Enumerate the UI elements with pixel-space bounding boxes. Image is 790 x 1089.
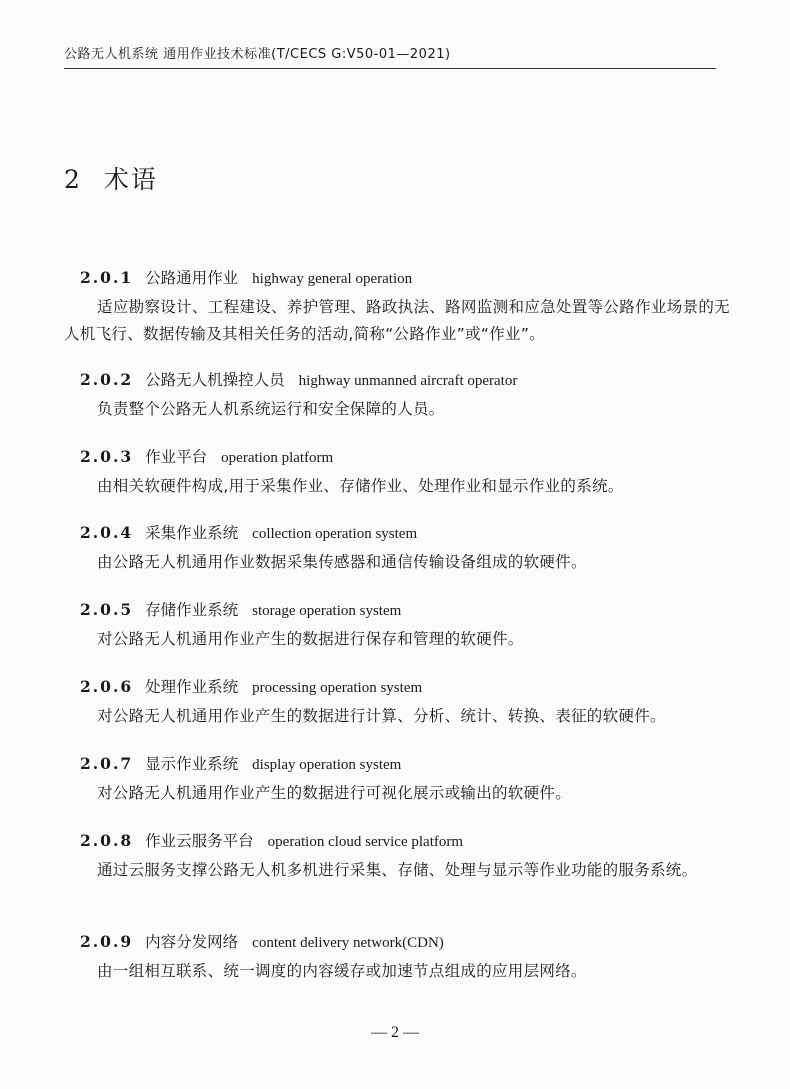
- term-chinese-name: 作业平台: [145, 448, 208, 466]
- term-chinese-name: 处理作业系统: [145, 678, 239, 696]
- term-heading: [80, 368, 730, 393]
- term-2-0-7: [64, 752, 730, 807]
- term-number: 2.0.4: [80, 523, 134, 542]
- term-definition: 负责整个公路无人机系统运行和安全保障的人员。: [97, 400, 445, 418]
- term-heading: [80, 266, 730, 291]
- term-definition: 对公路无人机通用作业产生的数据进行保存和管理的软硬件。: [97, 630, 524, 648]
- term-english-name: operation platform: [221, 450, 334, 466]
- term-number: 2.0.2: [80, 370, 134, 389]
- term-english-name: storage operation system: [252, 603, 402, 619]
- term-definition: 对公路无人机通用作业产生的数据进行可视化展示或输出的软硬件。: [97, 784, 572, 802]
- term-number: 2.0.7: [80, 754, 134, 773]
- term-definition: 适应勘察设计、工程建设、养护管理、路政执法、路网监测和应急处置等公路作业场景的无人机飞行、数据传输及其相关任务的活动,简称“公路作业”或“作业”。: [64, 298, 730, 343]
- running-header-text: 公路无人机系统 通用作业技术标准(T/CECS G:V50-01—2021): [64, 47, 451, 62]
- term-definition: 通过云服务支撑公路无人机多机进行采集、存储、处理与显示等作业功能的服务系统。: [97, 861, 698, 879]
- term-2-0-9: [64, 930, 730, 985]
- term-chinese-name: 作业云服务平台: [145, 832, 254, 850]
- term-chinese-name: 存储作业系统: [145, 601, 239, 619]
- term-chinese-name: 公路无人机操控人员: [145, 371, 285, 389]
- term-2-0-8: [64, 829, 730, 884]
- term-definition: 由相关软硬件构成,用于采集作业、存储作业、处理作业和显示作业的系统。: [97, 477, 624, 495]
- term-heading: [80, 829, 730, 854]
- term-definition: 由公路无人机通用作业数据采集传感器和通信传输设备组成的软硬件。: [97, 553, 587, 571]
- term-english-name: highway general operation: [252, 271, 413, 287]
- page-number: — 2 —: [371, 1024, 419, 1041]
- term-2-0-1: [64, 266, 730, 348]
- term-heading: [80, 445, 730, 470]
- term-2-0-5: [64, 598, 730, 653]
- term-english-name: operation cloud service platform: [267, 834, 464, 850]
- term-2-0-3: [64, 445, 730, 500]
- term-english-name: content delivery network(CDN): [252, 935, 444, 951]
- term-2-0-6: [64, 675, 730, 730]
- term-heading: [80, 598, 730, 623]
- running-header: [64, 40, 716, 69]
- term-number: 2.0.1: [80, 268, 134, 287]
- term-definition: 对公路无人机通用作业产生的数据进行计算、分析、统计、转换、表征的软硬件。: [97, 707, 666, 725]
- term-english-name: highway unmanned aircraft operator: [298, 373, 518, 389]
- chapter-title-text: 术语: [103, 165, 158, 194]
- term-heading: [80, 521, 730, 546]
- term-number: 2.0.3: [80, 447, 134, 466]
- term-chinese-name: 公路通用作业: [145, 269, 239, 287]
- term-2-0-4: [64, 521, 730, 576]
- term-english-name: display operation system: [252, 757, 402, 773]
- term-heading: [80, 675, 730, 700]
- term-english-name: collection operation system: [252, 526, 418, 542]
- term-chinese-name: 采集作业系统: [145, 524, 239, 542]
- term-chinese-name: 内容分发网络: [145, 933, 239, 951]
- chapter-title: [64, 160, 158, 196]
- term-definition: 由一组相互联系、统一调度的内容缓存或加速节点组成的应用层网络。: [97, 962, 587, 980]
- term-number: 2.0.6: [80, 677, 134, 696]
- term-number: 2.0.9: [80, 932, 134, 951]
- term-english-name: processing operation system: [252, 680, 423, 696]
- chapter-number: 2: [64, 165, 82, 194]
- term-number: 2.0.8: [80, 831, 134, 850]
- term-2-0-2: [64, 368, 730, 423]
- term-chinese-name: 显示作业系统: [145, 755, 239, 773]
- term-heading: [80, 930, 730, 955]
- term-heading: [80, 752, 730, 777]
- term-number: 2.0.5: [80, 600, 134, 619]
